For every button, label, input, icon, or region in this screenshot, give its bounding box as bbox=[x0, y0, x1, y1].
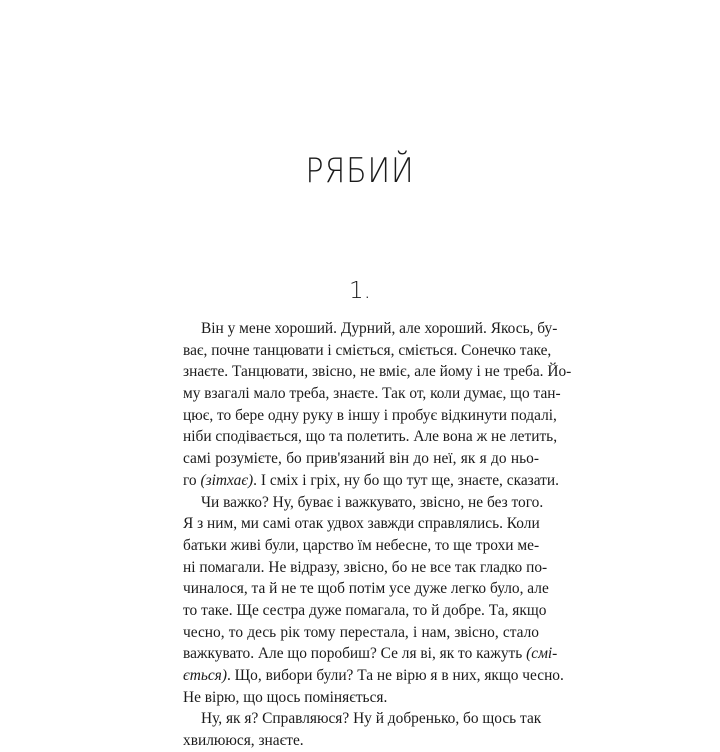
text-line: Чи важко? Ну, буває і важкувато, звісно, не без того. bbox=[201, 493, 544, 511]
body-text bbox=[183, 318, 572, 752]
text-line: ні помагали. Не відразу, звісно, бо не все так гладко по- bbox=[183, 558, 548, 576]
text-line bbox=[183, 470, 559, 492]
text-line: чесно, то десь рік тому перестала, і нам, звісно, стало bbox=[183, 623, 539, 641]
text-line bbox=[183, 665, 564, 687]
stage-direction: (смі- bbox=[526, 645, 558, 663]
text-line: самі розумієте, бо прив'язаний він до неї, як я до ньо- bbox=[183, 450, 539, 468]
text-segment: го bbox=[183, 471, 201, 489]
text-line: му взагалі мало треба, знаєте. Так от, коли думає, що тан- bbox=[183, 385, 561, 403]
section-number: 1. bbox=[349, 278, 371, 304]
text-line: то таке. Ще сестра дуже помагала, то й добре. Та, якщо bbox=[183, 601, 547, 619]
text-line: знаєте. Танцювати, звісно, не вміє, але йому і не треба. Йо- bbox=[183, 363, 572, 381]
text-line: цює, то бере одну руку в іншу і пробує відкинути подалі, bbox=[183, 406, 557, 424]
text-line: батьки живі були, царство їм небесне, то ще трохи ме- bbox=[183, 536, 540, 554]
text-line bbox=[183, 643, 558, 665]
text-line: хвилююся, знаєте. bbox=[183, 732, 304, 750]
text-line: Я з ним, ми самі отак удвох завжди справлялись. Коли bbox=[183, 515, 540, 533]
text-line: Ну, як я? Справляюся? Ну й добренько, бо щось так bbox=[201, 710, 542, 728]
stage-direction: ється) bbox=[183, 667, 227, 684]
text-line: Він у мене хороший. Дурний, але хороший. Якось, бу- bbox=[201, 320, 558, 337]
text-line: чиналося, та й не те щоб потім усе дуже легко було, але bbox=[183, 580, 549, 598]
text-segment: . Що, вибори були? Та не вірю я в них, якщо чесно. bbox=[226, 667, 564, 684]
text-segment: важкувато. Але що поробиш? Се ля ві, як то кажуть bbox=[183, 645, 527, 663]
stage-direction: (зітхає) bbox=[200, 471, 254, 489]
text-line: ває, почне танцювати і сміється, сміється. Сонечко таке, bbox=[183, 341, 552, 359]
text-segment: . І сміх і гріх, ну бо що тут ще, знаєте, сказати. bbox=[253, 471, 559, 489]
chapter-title: РЯБИЙ bbox=[305, 151, 415, 191]
text-line: Не вірю, що щось поміняється. bbox=[183, 688, 388, 706]
text-line: ніби сподівається, що та полетить. Але вона ж не летить, bbox=[183, 428, 558, 446]
